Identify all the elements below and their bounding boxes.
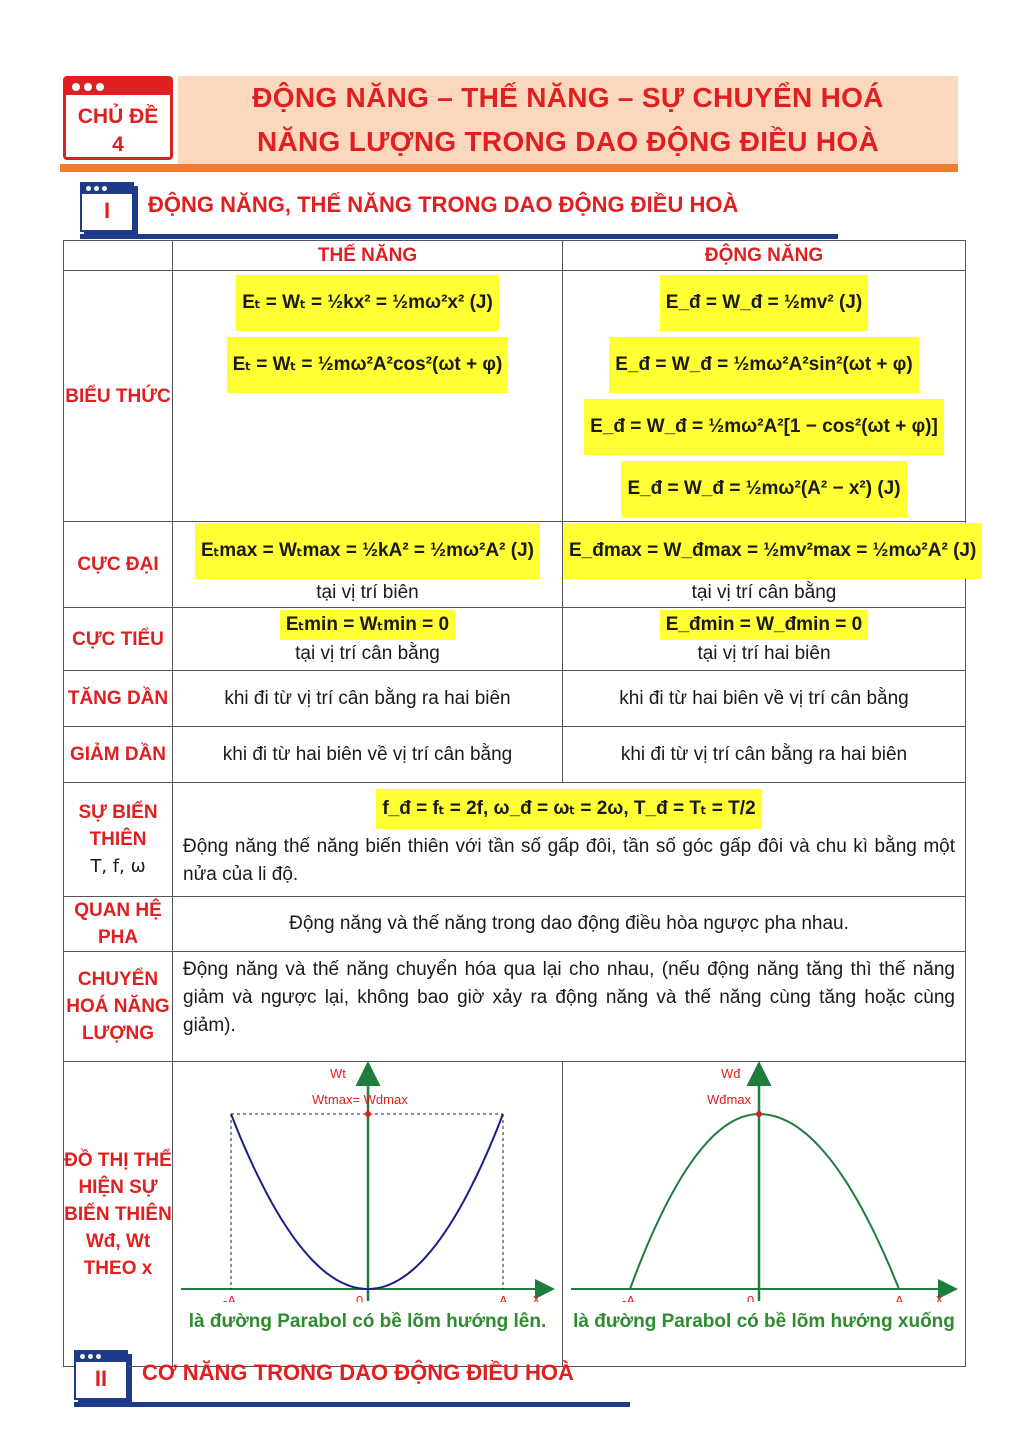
topic-label: CHỦ ĐỀ <box>77 105 159 128</box>
formula: E_đ = W_đ = ½mv² (J) <box>660 275 868 331</box>
peak-marker <box>365 1111 371 1117</box>
title-divider <box>60 164 958 172</box>
tick-label-pos-a: A <box>499 1293 508 1302</box>
cell-text: Động năng và thế năng trong dao động điều hòa ngược pha nhau. <box>173 897 966 952</box>
table-row <box>64 522 966 608</box>
page-title-line1: ĐỘNG NĂNG – THẾ NĂNG – SỰ CHUYỂN HOÁ <box>252 82 884 113</box>
cell-text: Động năng thế năng biến thiên với tần số gấp đôi, tần số góc gấp đôi và chu kì bằng một nửa của li độ. <box>183 835 955 885</box>
page-title-line2: NĂNG LƯỢNG TRONG DAO ĐỘNG ĐIỀU HOÀ <box>257 126 879 157</box>
peak-label: Wtmax= Wdmax <box>312 1092 408 1107</box>
topic-badge <box>63 76 173 160</box>
downward-parabola <box>630 1114 899 1289</box>
corner-cell <box>64 241 173 271</box>
row-label-cuc-tieu: CỰC TIỂU <box>64 608 173 671</box>
formula: E_đ = W_đ = ½mω²A²sin²(ωt + φ) <box>609 337 918 393</box>
cell-text: khi đi từ hai biên về vị trí cân bằng <box>173 727 563 783</box>
section-number: I <box>103 198 111 223</box>
formula: E_đmin = W_đmin = 0 <box>660 610 868 640</box>
table-row <box>64 727 966 783</box>
kinetic-energy-graph <box>563 1062 964 1302</box>
row-label-bieu-thuc: BIỂU THỨC <box>64 271 173 522</box>
dot-icon <box>94 186 99 191</box>
section-title: ĐỘNG NĂNG, THẾ NĂNG TRONG DAO ĐỘNG ĐIỀU HOÀ <box>148 192 739 217</box>
tick-label-zero: 0 <box>356 1293 364 1302</box>
section-underline <box>74 1402 630 1407</box>
cell-text: tại vị trí biên <box>316 581 419 603</box>
peak-marker <box>756 1111 762 1117</box>
cell-text: tại vị trí hai biên <box>697 643 831 664</box>
cell-graph-the-nang <box>173 1062 563 1367</box>
dot-icon <box>80 1354 85 1359</box>
table-row <box>64 952 966 1062</box>
formula: Eₜ = Wₜ = ½kx² = ½mω²x² (J) <box>236 275 499 331</box>
cell-su-bien-thien <box>173 783 966 897</box>
row-label-text: SỰ BIẾN THIÊN <box>78 802 158 850</box>
col-header-dong-nang: ĐỘNG NĂNG <box>563 241 966 271</box>
tick-label-zero: 0 <box>747 1293 755 1302</box>
row-label-su-bien-thien <box>64 783 173 897</box>
cell-text: khi đi từ vị trí cân bằng ra hai biên <box>563 727 966 783</box>
row-label-chuyen-hoa: CHUYỂN HOÁ NĂNG LƯỢNG <box>64 952 173 1062</box>
cell-cuc-dai-the-nang <box>173 522 563 608</box>
dot-icon <box>86 186 91 191</box>
table-row <box>64 671 966 727</box>
row-label-tang-dan: TĂNG DẦN <box>64 671 173 727</box>
row-label-quan-he-pha: QUAN HỆ PHA <box>64 897 173 952</box>
cell-text: tại vị trí cân bằng <box>691 581 837 603</box>
table-row <box>64 608 966 671</box>
dot-icon <box>72 83 80 91</box>
formula: f_đ = fₜ = 2f, ω_đ = ωₜ = 2ω, T_đ = Tₜ = T/2 <box>376 789 761 829</box>
cell-text: khi đi từ hai biên về vị trí cân bằng <box>563 671 966 727</box>
tick-label-neg-a: -A <box>622 1293 635 1302</box>
section-title: CƠ NĂNG TRONG DAO ĐỘNG ĐIỀU HOÀ <box>142 1360 574 1385</box>
title-box <box>178 76 958 164</box>
cell-cuc-tieu-dong-nang <box>563 608 966 671</box>
graph-caption-dong-nang: là đường Parabol có bề lõm hướng xuống <box>573 1311 955 1332</box>
section-number-box <box>80 182 134 232</box>
dot-icon <box>102 186 107 191</box>
row-label-cuc-dai: CỰC ĐẠI <box>64 522 173 608</box>
tick-label-neg-a: -A <box>223 1293 236 1302</box>
formula: E_đ = W_đ = ½mω²(A² − x²) (J) <box>621 461 906 517</box>
dot-icon <box>84 83 92 91</box>
section-number: II <box>94 1366 108 1391</box>
energy-table <box>63 240 977 1367</box>
dot-icon <box>88 1354 93 1359</box>
table-header-row <box>64 241 966 271</box>
cell-cuc-dai-dong-nang <box>563 522 977 608</box>
potential-energy-graph <box>173 1062 561 1302</box>
table-row <box>64 783 966 897</box>
cell-text: khi đi từ vị trí cân bằng ra hai biên <box>173 671 563 727</box>
section-number-box <box>74 1350 128 1400</box>
tick-label-pos-a: A <box>895 1293 904 1302</box>
cell-bieu-thuc-dong-nang <box>563 271 966 522</box>
row-label-extra: T, f, ω <box>90 856 146 877</box>
topic-number: 4 <box>112 133 124 156</box>
cell-text: Động năng và thế năng chuyển hóa qua lại cho nhau, (nếu động năng tăng thì thế năng giảm và ngược lại, không bao giờ xảy ra động năng và thế năng cùng tăng hoặc cùng giảm). <box>183 959 955 1036</box>
cell-graph-dong-nang <box>563 1062 966 1367</box>
formula: Eₜ = Wₜ = ½mω²A²cos²(ωt + φ) <box>227 337 509 393</box>
cell-chuyen-hoa <box>173 952 966 1062</box>
col-header-the-nang: THẾ NĂNG <box>173 241 563 271</box>
cell-cuc-tieu-the-nang <box>173 608 563 671</box>
x-axis-label: x <box>936 1291 943 1302</box>
table-row <box>64 897 966 952</box>
section-underline <box>80 234 838 239</box>
dot-icon <box>96 83 104 91</box>
table-row <box>64 1062 966 1367</box>
formula: Eₜmax = Wₜmax = ½kA² = ½mω²A² (J) <box>195 523 540 579</box>
y-axis-label: Wt <box>330 1066 346 1081</box>
graph-caption-the-nang: là đường Parabol có bề lõm hướng lên. <box>188 1311 547 1332</box>
cell-bieu-thuc-the-nang <box>173 271 563 522</box>
formula: E_đ = W_đ = ½mω²A²[1 − cos²(ωt + φ)] <box>584 399 944 455</box>
formula: E_đmax = W_đmax = ½mv²max = ½mω²A² (J) <box>563 523 982 579</box>
dot-icon <box>96 1354 101 1359</box>
peak-label: Wđmax <box>707 1092 752 1107</box>
badge-bar <box>66 79 170 95</box>
row-label-do-thi: ĐỒ THỊ THỂ HIỆN SỰ BIẾN THIÊN Wđ, Wt THEO x <box>64 1062 173 1367</box>
y-axis-label: Wđ <box>721 1066 741 1081</box>
cell-text: tại vị trí cân bằng <box>295 643 440 664</box>
row-label-giam-dan: GIẢM DẦN <box>64 727 173 783</box>
table-row <box>64 271 966 522</box>
x-axis-label: x <box>533 1291 540 1302</box>
formula: Eₜmin = Wₜmin = 0 <box>280 610 455 640</box>
